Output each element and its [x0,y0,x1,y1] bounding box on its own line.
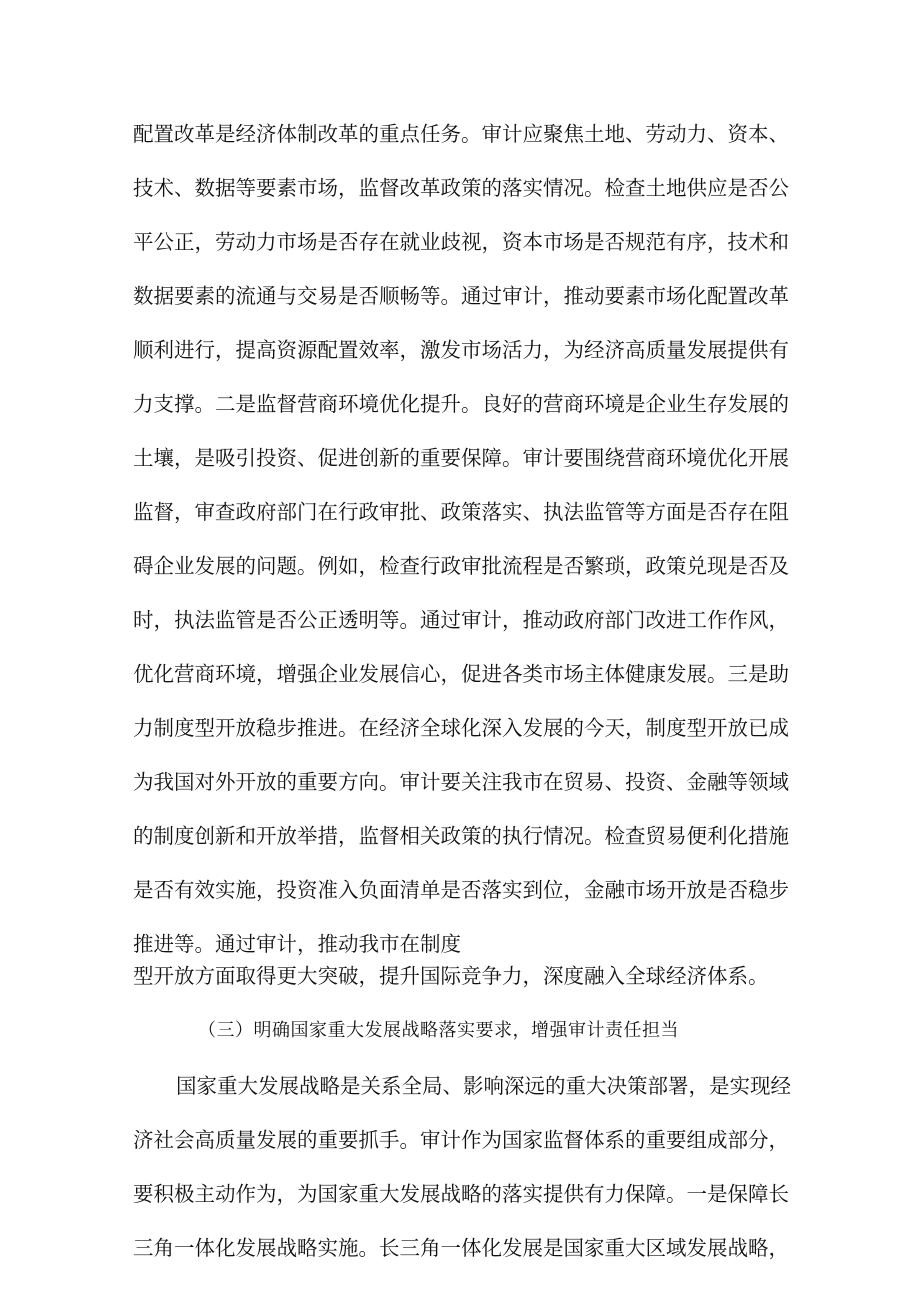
text-line: 型开放方面取得更大突破，提升国际竞争力，深度融入全球经济体系。 [133,964,769,988]
text-line: 要积极主动作为，为国家重大发展战略的落实提供有力保障。一是保障长 [133,1182,789,1206]
section-heading: （三）明确国家重大发展战略落实要求，增强审计责任担当 [198,1020,679,1041]
text-line: 数据要素的流通与交易是否顺畅等。通过审计，推动要素市场化配置改革 [133,284,789,308]
text-line: 是否有效实施，投资准入负面清单是否落实到位，金融市场开放是否稳步 [133,878,789,902]
text-line: 顺利进行，提高资源配置效率，激发市场活力，为经济高质量发展提供有 [133,338,789,362]
text-line: 国家重大发展战略是关系全局、影响深远的重大决策部署，是实现经 [176,1074,791,1098]
text-line: 力制度型开放稳步推进。在经济全球化深入发展的今天，制度型开放已成 [133,716,789,740]
text-line: 力支撑。二是监督营商环境优化提升。良好的营商环境是企业生存发展的 [133,392,789,416]
text-line: 配置改革是经济体制改革的重点任务。审计应聚焦土地、劳动力、资本、 [133,122,789,146]
text-line: 时，执法监管是否公正透明等。通过审计，推动政府部门改进工作作风， [133,608,789,632]
text-line: 为我国对外开放的重要方向。审计要关注我市在贸易、投资、金融等领域 [133,770,789,794]
text-line: 碍企业发展的问题。例如，检查行政审批流程是否繁琐，政策兑现是否及 [133,554,789,578]
text-line: 的制度创新和开放举措，监督相关政策的执行情况。检查贸易便利化措施 [133,824,789,848]
text-line: 济社会高质量发展的重要抓手。审计作为国家监督体系的重要组成部分， [133,1128,789,1152]
text-line: 监督，审查政府部门在行政审批、政策落实、执法监管等方面是否存在阻 [133,500,789,524]
text-line: 平公正，劳动力市场是否存在就业歧视，资本市场是否规范有序，技术和 [133,230,789,254]
text-line: 推进等。通过审计，推动我市在制度 [133,932,461,956]
text-line: 土壤，是吸引投资、促进创新的重要保障。审计要围绕营商环境优化开展 [133,446,789,470]
text-line: 技术、数据等要素市场，监督改革政策的落实情况。检查土地供应是否公 [133,176,789,200]
text-line: 优化营商环境，增强企业发展信心，促进各类市场主体健康发展。三是助 [133,662,789,686]
text-line: 三角一体化发展战略实施。长三角一体化发展是国家重大区域发展战略， [133,1236,789,1260]
